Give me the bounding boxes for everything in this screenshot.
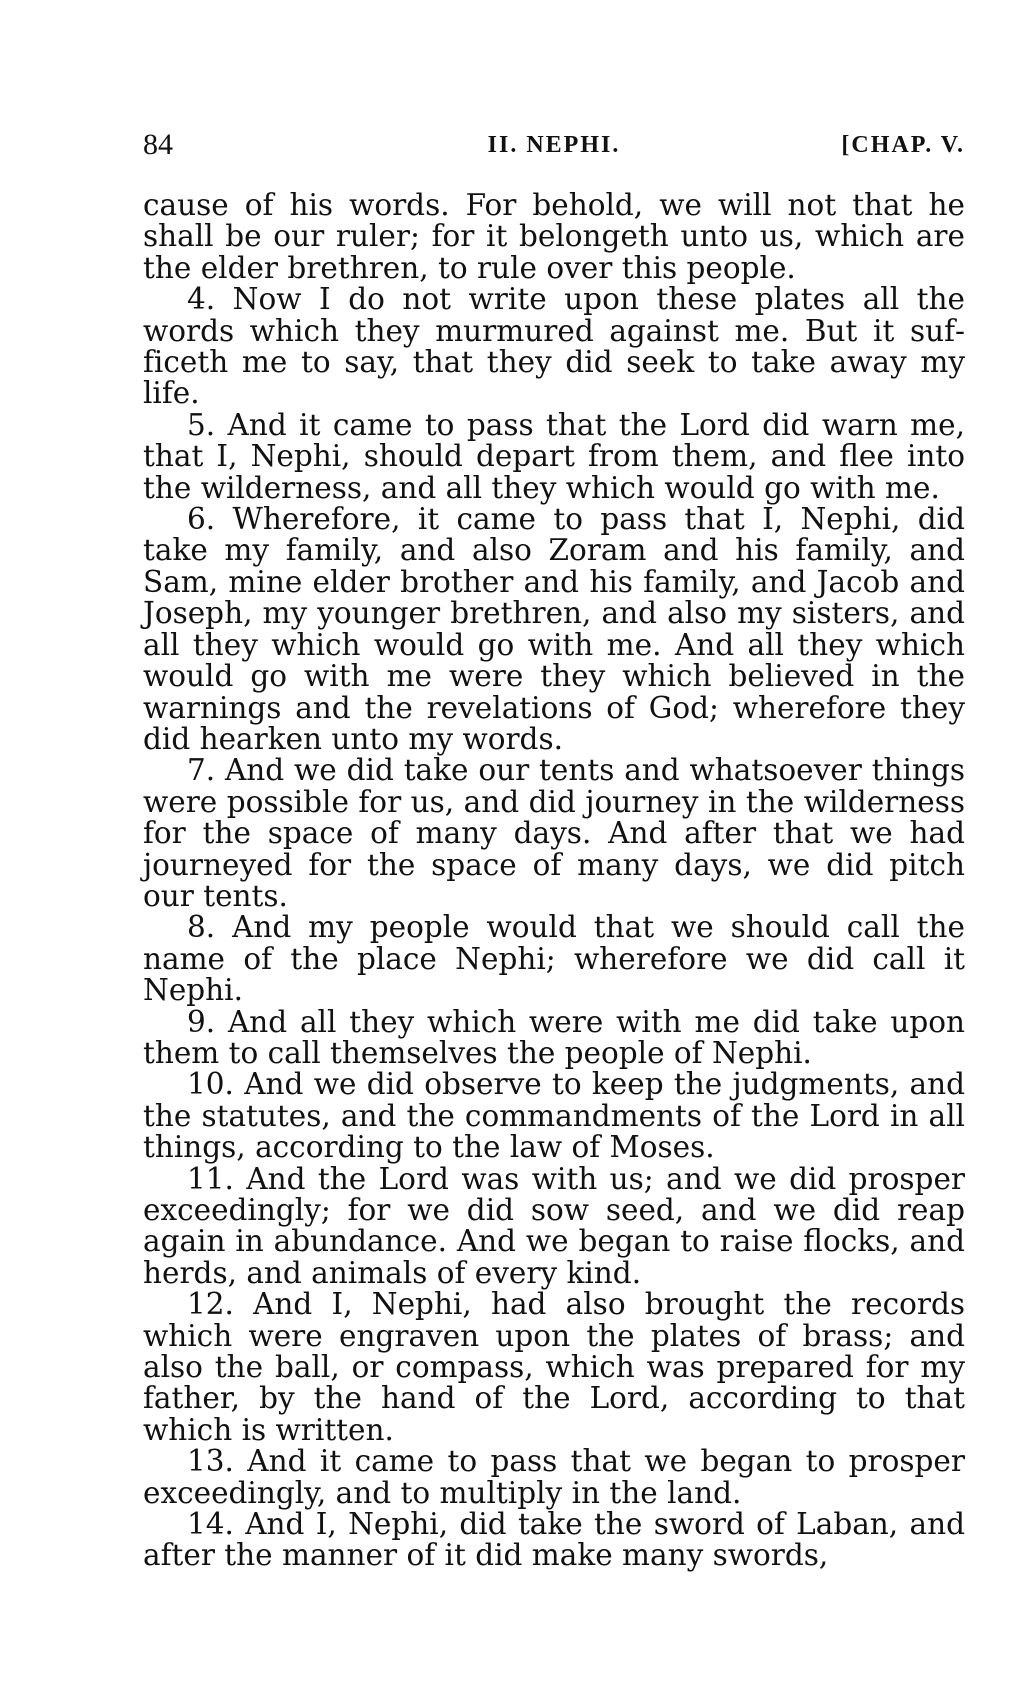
verse-continuation: cause of his words. For behold, we will not that he shall be our ruler; for it belongeth unto us, which are the elder brethren, to rule over this people. — [143, 188, 965, 285]
verse-11: 11. And the Lord was with us; and we did prosper exceedingly; for we did sow seed, and we did reap again in abundance. And we began to raise flocks, and herds, and animals of every kind. — [143, 1161, 965, 1290]
verse-6: 6. Wherefore, it came to pass that I, Nephi, did take my family, and also Zoram and his family, and Sam, mine elder brother and his family, and Jacob and Joseph, my younger brethren, and also my sisters, and all they which would go with me. And all they which would go with me were they which believed in the warnings and the revelations of God; wherefore they did hearken unto my words. — [143, 502, 965, 756]
verse-13: 13. And it came to pass that we began to prosper exceedingly, and to multiply in the land. — [143, 1444, 965, 1510]
verse-7: 7. And we did take our tents and whatsoever things were possible for us, and did journey in the wilderness for the space of many days. And after that we had journeyed for the space of many days, we did pitch our tents. — [143, 753, 965, 913]
verse-9: 9. And all they which were with me did take upon them to call themselves the people of Nephi. — [143, 1004, 965, 1070]
running-title: II. NEPHI. — [487, 132, 621, 158]
page-body — [143, 190, 965, 1572]
verse-8: 8. And my people would that we should call the name of the place Nephi; wherefore we did call it Nephi. — [143, 910, 965, 1008]
verse-14: 14. And I, Nephi, did take the sword of Laban, and after the manner of it did make many swords, — [143, 1507, 965, 1573]
chapter-label: [CHAP. V. — [841, 132, 965, 158]
verse-5: 5. And it came to pass that the Lord did warn me, that I, Nephi, should depart from them, and flee into the wilderness, and all they which would go with me. — [143, 407, 965, 505]
verse-12: 12. And I, Nephi, had also brought the records which were engraven upon the plates of brass; and also the ball, or compass, which was prepared for my father, by the hand of the Lord, according to that which is written. — [143, 1287, 965, 1447]
verse-10: 10. And we did observe to keep the judgments, and the statutes, and the commandments of the Lord in all things, according to the law of Moses. — [143, 1067, 965, 1165]
page-number: 84 — [143, 128, 173, 161]
verse-4: 4. Now I do not write upon these plates all the words which they murmured against me. But it sufficeth me to say, that they did seek to take away my life. — [143, 282, 965, 411]
page-header — [143, 128, 965, 168]
